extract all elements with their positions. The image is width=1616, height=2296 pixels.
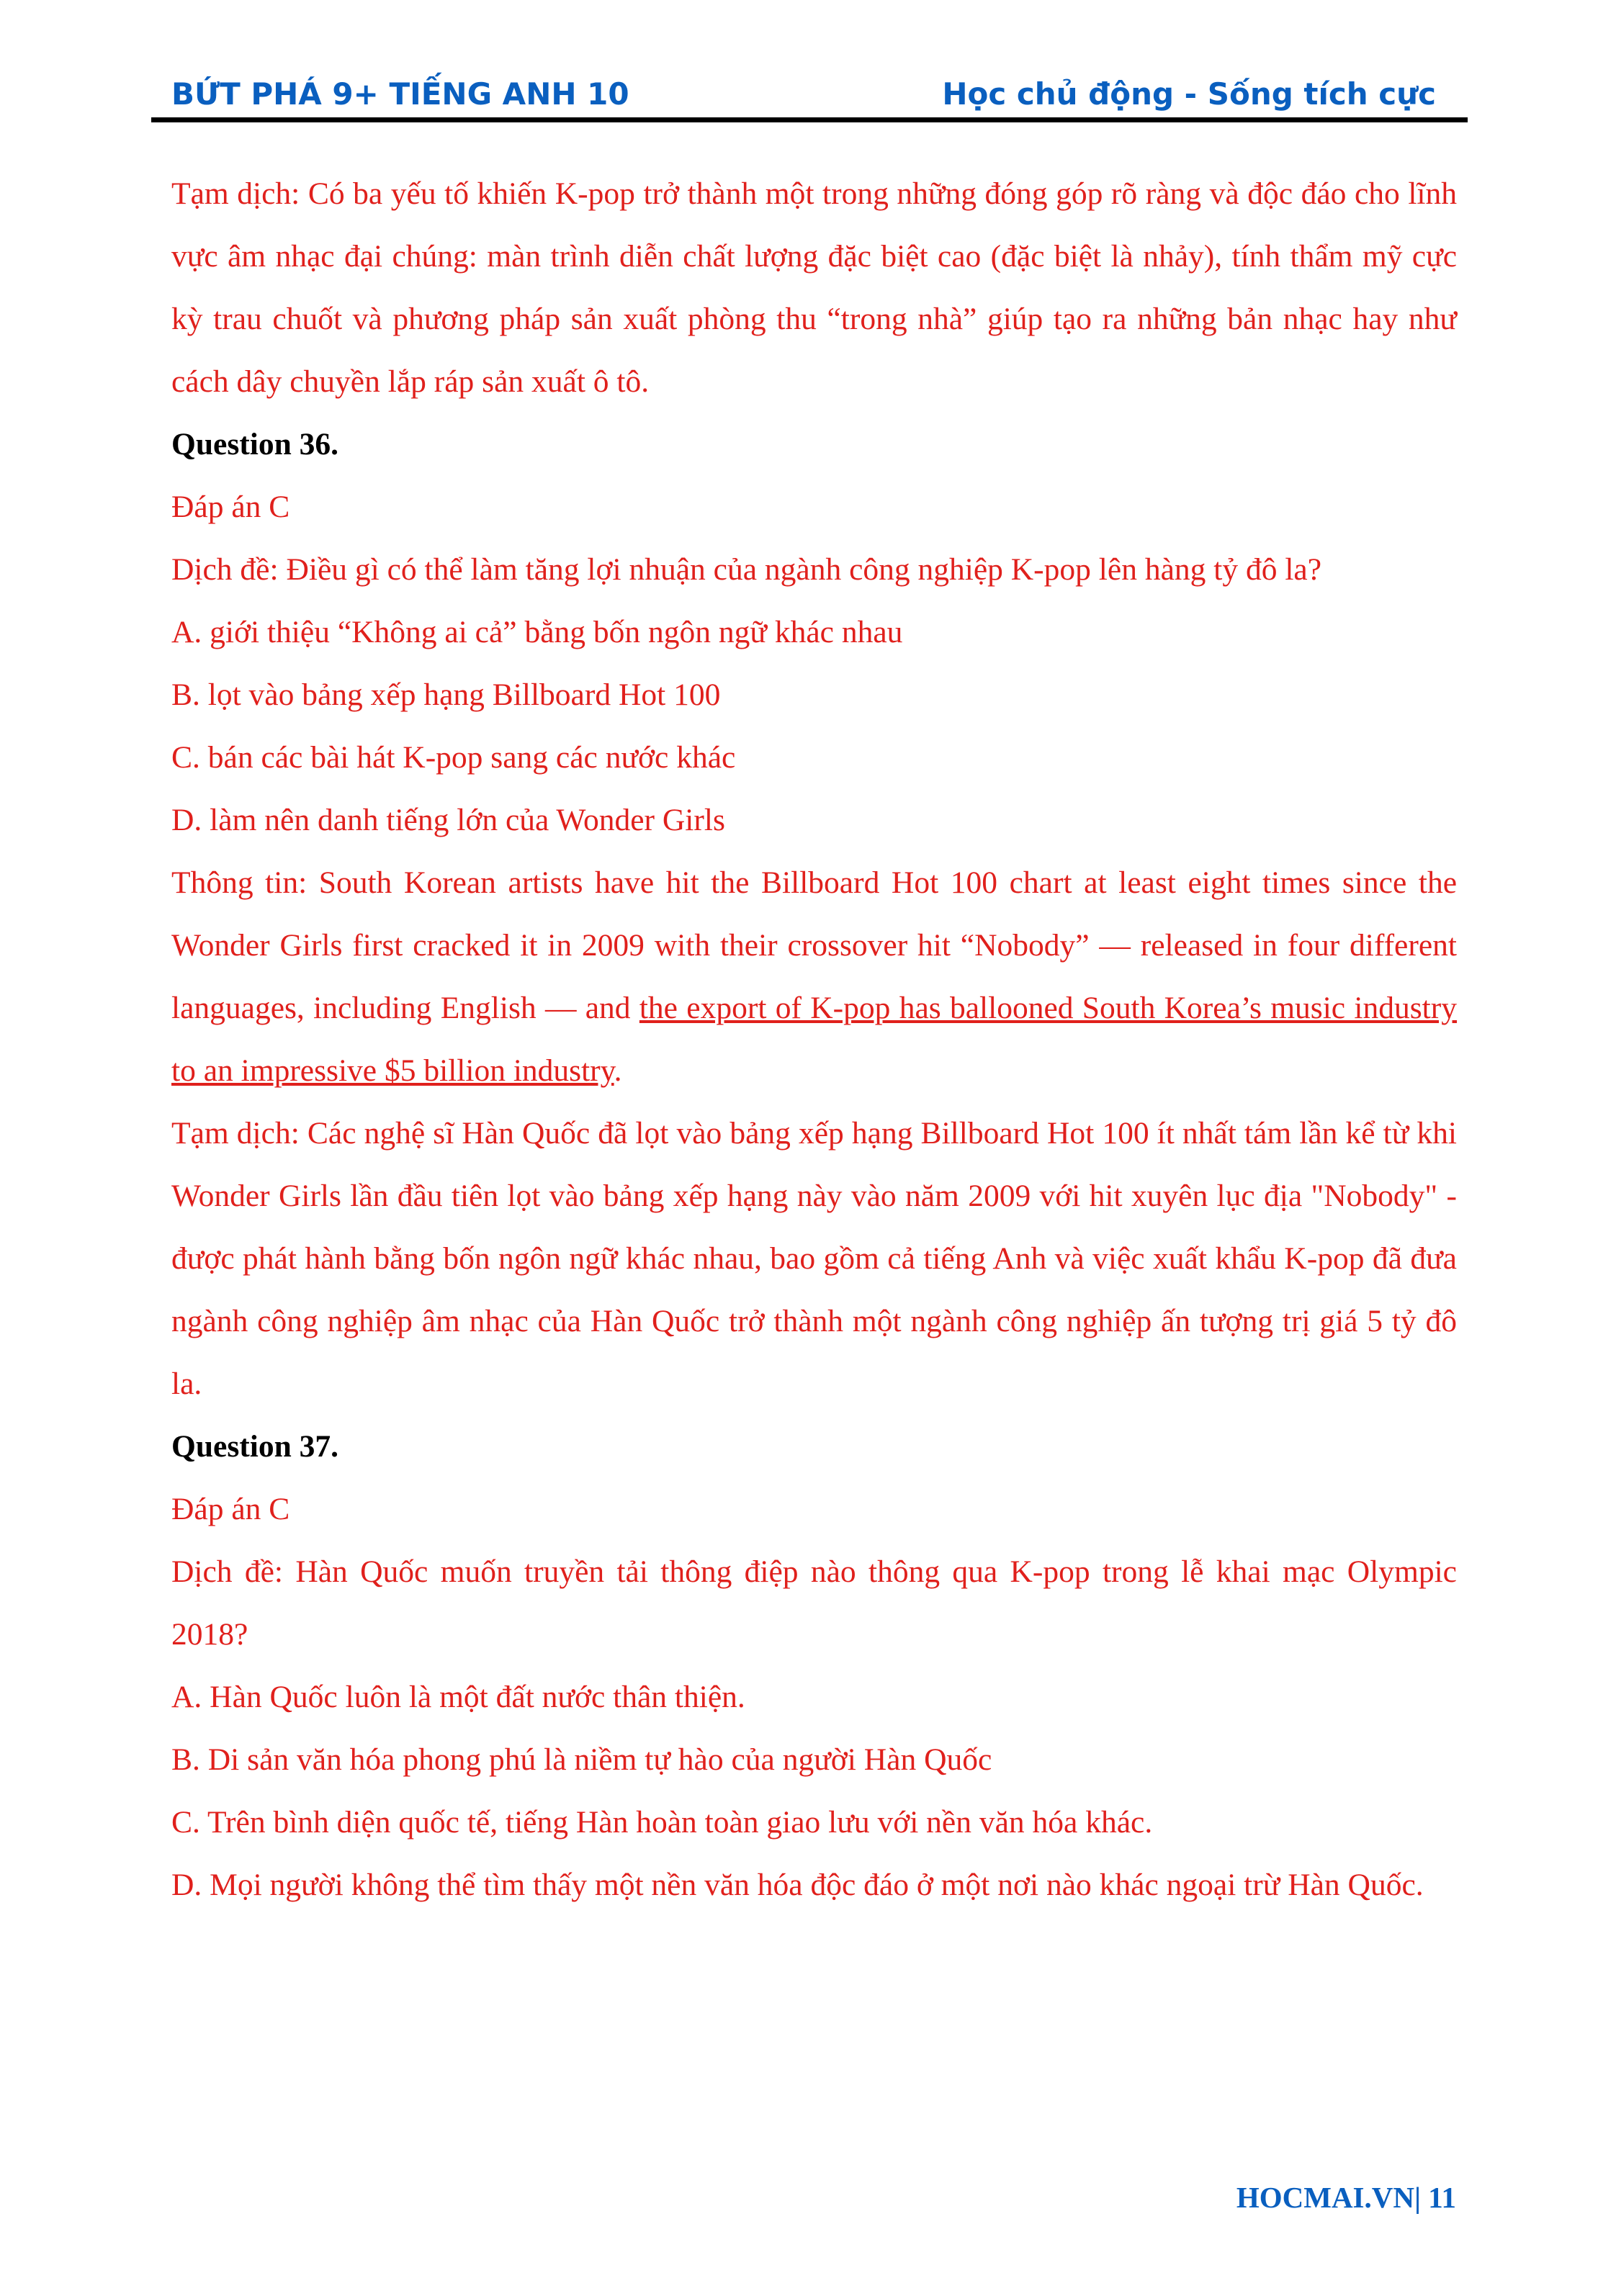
question-37-heading: Question 37.: [171, 1429, 339, 1464]
page-footer: HOCMAI.VN| 11: [1236, 2181, 1456, 2214]
question-36-heading: Question 36.: [171, 427, 339, 462]
question-36-option-a: A. giới thiệu “Không ai cả” bằng bốn ngôn ngữ khác nhau: [171, 615, 903, 649]
question-36-info-text: Thông tin: South Korean artists have hit the Billboard Hot 100 chart at least eight times since the Wonder Girls first cracked it in 2009 with their crossover hit “Nobody” — released in four different languages, including English — and: [171, 865, 1457, 1025]
book-title: BỨT PHÁ 9+ TIẾNG ANH 10: [171, 76, 629, 112]
question-37-option-d: D. Mọi người không thể tìm thấy một nền văn hóa độc đáo ở một nơi nào khác ngoại trừ Hàn Quốc.: [171, 1868, 1424, 1902]
header-divider: [151, 117, 1468, 122]
question-37-option-a: A. Hàn Quốc luôn là một đất nước thân thiện.: [171, 1680, 745, 1714]
page-content: [171, 163, 1457, 1917]
question-36-option-b: B. lọt vào bảng xếp hạng Billboard Hot 100: [171, 677, 721, 712]
question-36-option-d: D. làm nên danh tiếng lớn của Wonder Girls: [171, 803, 725, 837]
question-36-answer: Đáp án C: [171, 490, 290, 524]
question-37-option-c: C. Trên bình diện quốc tế, tiếng Hàn hoàn toàn giao lưu với nền văn hóa khác.: [171, 1805, 1153, 1840]
header-slogan: Học chủ động - Sống tích cực: [942, 76, 1436, 112]
question-36-translation: Tạm dịch: Các nghệ sĩ Hàn Quốc đã lọt vào bảng xếp hạng Billboard Hot 100 ít nhất tám lần kể từ khi Wonder Girls lần đầu tiên lọt vào bảng xếp hạng này vào năm 2009 với hit xuyên lục địa "Nobody" - được phát hành bằng bốn ngôn ngữ khác nhau, bao gồm cả tiếng Anh và việc xuất khẩu K-pop đã đưa ngành công nghiệp âm nhạc của Hàn Quốc trở thành một ngành công nghiệp ấn tượng trị giá 5 tỷ đô la.: [171, 1116, 1457, 1401]
intro-translation: Tạm dịch: Có ba yếu tố khiến K-pop trở thành một trong những đóng góp rõ ràng và độc đáo cho lĩnh vực âm nhạc đại chúng: màn trình diễn chất lượng đặc biệt cao (đặc biệt là nhảy), tính thẩm mỹ cực kỳ trau chuốt và phương pháp sản xuất phòng thu “trong nhà” giúp tạo ra những bản nhạc hay như cách dây chuyền lắp ráp sản xuất ô tô.: [171, 176, 1457, 399]
question-36-info-underlined: the export of K-pop has ballooned South Korea’s music industry to an impressive $5 billion industry: [171, 991, 1457, 1088]
question-36-info-end: .: [614, 1053, 622, 1088]
question-36-option-c: C. bán các bài hát K-pop sang các nước khác: [171, 740, 736, 775]
question-37-answer: Đáp án C: [171, 1492, 290, 1526]
question-37-prompt: Dịch đề: Hàn Quốc muốn truyền tải thông điệp nào thông qua K-pop trong lễ khai mạc Olympic 2018?: [171, 1554, 1457, 1652]
question-36-info: [171, 852, 1457, 1102]
page-header: [151, 73, 1468, 115]
question-37-option-b: B. Di sản văn hóa phong phú là niềm tự hào của người Hàn Quốc: [171, 1742, 992, 1777]
question-36-prompt: Dịch đề: Điều gì có thể làm tăng lợi nhuận của ngành công nghiệp K-pop lên hàng tỷ đô la?: [171, 552, 1322, 587]
